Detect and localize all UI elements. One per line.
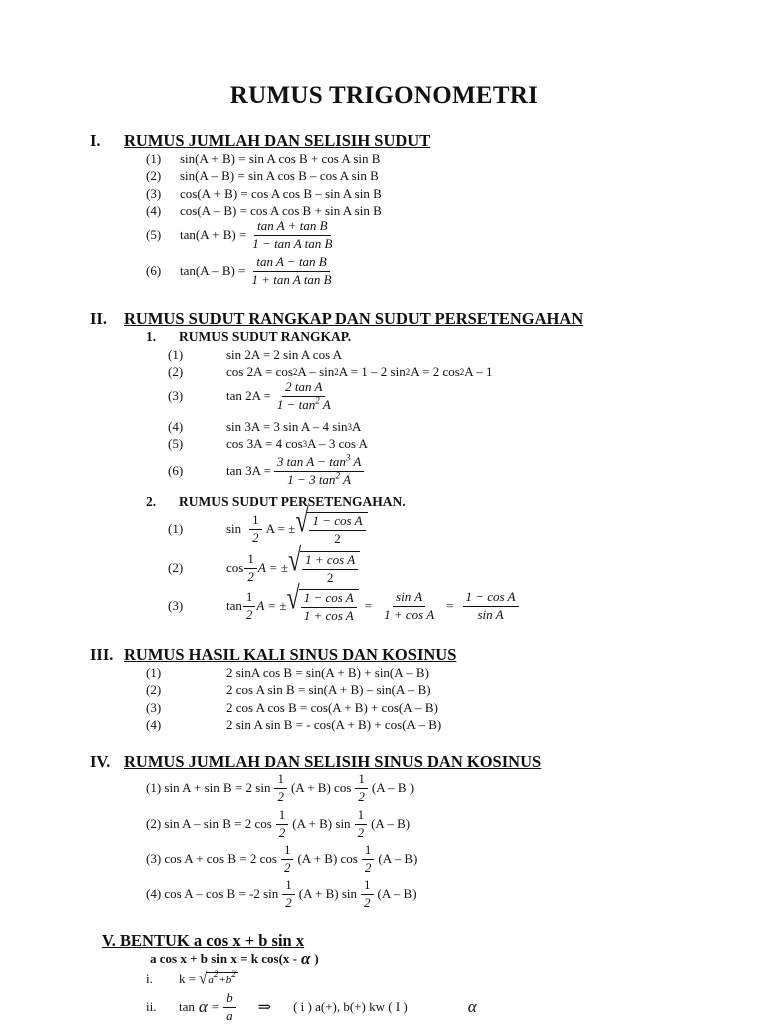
formula-row: (1) 2 sinA cos B = sin(A + B) + sin(A – B): [146, 665, 429, 680]
fraction: $\frac{\text{2 tan A}}{1 - \tan^2 A}$: [276, 379, 331, 412]
formula-row: ii. tan α = $\frac{b}{a}$ ⇒ ( i ) a(+), b(+) kw ( I ) α: [146, 990, 477, 1023]
formula-row: (3) cos A + cos B = 2 cos $\frac{1}{2}$ (A + B) cos $\frac{1}{2}$ (A – B): [146, 842, 418, 875]
formula-row: (2) 2 cos A sin B = sin(A + B) – sin(A – B): [146, 682, 431, 697]
fraction: $\frac{1}{2}$: [355, 772, 368, 805]
fraction: $\frac{1}{2}$: [276, 808, 289, 841]
page-title: RUMUS TRIGONOMETRI: [229, 82, 539, 109]
formula-row: (2) sin(A – B) = sin A cos B – cos A sin B: [146, 168, 379, 183]
fraction: $\frac{1}{2}$: [243, 590, 256, 623]
formula-row: (3) cos(A + B) = cos A cos B – sin A sin B: [146, 186, 382, 201]
section-title: RUMUS HASIL KALI SINUS DAN KOSINUS: [124, 645, 457, 664]
fraction: $\frac{1}{2}$: [282, 878, 295, 911]
section-number: I.: [90, 131, 101, 150]
formula-row: (2) cos $\frac{1}{2}$ A = ± √ $\frac{\text{1 + cos A}}{2}$: [168, 551, 360, 586]
formula-row: (3) 2 cos A cos B = cos(A + B) + cos(A – B): [146, 700, 438, 715]
formula-row: (2) sin A – sin B = 2 cos $\frac{1}{2}$ (A + B) sin $\frac{1}{2}$ (A – B): [146, 807, 411, 840]
fraction: $\frac{3 \tan A - \tan^3 A}{1 - 3 \tan^2 A}$: [274, 455, 364, 488]
formula-row: (4) cos A – cos B = -2 sin $\frac{1}{2}$ (A + B) sin $\frac{1}{2}$ (A – B): [146, 877, 417, 910]
formula-row: (1) sin 2A = 2 sin A cos A: [168, 347, 343, 362]
formula-row: (4) sin 3A = 3 sin A – 4 sin 3 A: [168, 419, 362, 434]
fraction: $\frac{1}{2}$: [362, 843, 375, 876]
square-root: √ a 2 +b 2: [199, 968, 236, 988]
fraction: $\frac{1}{2}$: [355, 808, 368, 841]
fraction: $\frac{\text{tan A − tan B}}{\text{1 + tan A tan B}}$: [251, 254, 332, 287]
section-1-heading: [90, 131, 430, 151]
formula-row: (1) sin $\frac{1}{2}$ A = ± √ $\frac{\text{1 − cos A}}{2}$: [168, 512, 368, 547]
section-title: RUMUS SUDUT RANGKAP DAN SUDUT PERSETENGAHAN: [124, 309, 584, 328]
formula-row: i. k = √ a 2 +b 2: [146, 968, 236, 988]
formula-row: a cos x + b sin x = k cos(x - α ): [150, 949, 319, 968]
formula-row: (5) cos 3A = 4 cos 3 A – 3 cos A: [168, 436, 368, 451]
fraction: $\frac{1}{2}$: [244, 552, 257, 585]
formula-row: (2) cos 2A = cos 2 A – sin 2 A = 1 – 2 sin 2 A = 2 cos 2 A – 1: [168, 364, 493, 379]
section-number: II.: [90, 309, 107, 328]
fraction: $\frac{b}{a}$: [223, 991, 236, 1024]
section-number: III.: [90, 645, 114, 664]
formula-row: (1) sin(A + B) = sin A cos B + cos A sin B: [146, 151, 381, 166]
square-root: √ $\frac{\text{1 + cos A}}{2}$: [288, 551, 360, 586]
section-3-heading: [90, 645, 456, 665]
section-title: RUMUS JUMLAH DAN SELISIH SINUS DAN KOSINUS: [124, 752, 542, 771]
section-2-heading: [90, 309, 583, 329]
subsection-heading: 1. RUMUS SUDUT RANGKAP.: [146, 329, 352, 344]
formula-row: (5) tan(A + B) = $\frac{\text{tan A + tan B}}{\text{1 − tan A tan B}}$: [146, 219, 338, 252]
fraction: $\frac{1}{2}$: [281, 843, 294, 876]
section-title: RUMUS JUMLAH DAN SELISIH SUDUT: [124, 131, 431, 150]
formula-row: (6) tan(A – B) = $\frac{\text{tan A − tan B}}{\text{1 + tan A tan B}}$: [146, 255, 338, 288]
formula-row: (3) tan 2A = $\frac{\text{2 tan A}}{1 - \tan^2 A}$: [168, 380, 337, 413]
section-number: IV.: [90, 752, 111, 771]
square-root: √ $\frac{\text{1 − cos A}}{\text{1 + cos A}}$: [287, 589, 359, 624]
subsection-heading: 2. RUMUS SUDUT PERSETENGAHAN.: [146, 494, 406, 509]
formula-row: (3) tan $\frac{1}{2}$ A = ± √ $\frac{\text{1 − cos A}}{\text{1 + cos A}}$ = $\frac{\text{sin A}}{\text{1 + cos A}}$ = $\frac{\text{1 − cos A}}{\text{sin A}}$: [168, 589, 522, 624]
formula-row: (6) tan 3A = $\frac{3 \tan A - \tan^3 A}{1 - 3 \tan^2 A}$: [168, 455, 367, 488]
section-4-heading: [90, 752, 541, 772]
formula-row: (1) sin A + sin B = 2 sin $\frac{1}{2}$ (A + B) cos $\frac{1}{2}$ (A – B ): [146, 771, 415, 804]
fraction: $\frac{1}{2}$: [274, 772, 287, 805]
square-root: √ $\frac{\text{1 − cos A}}{2}$: [295, 512, 367, 547]
section-title: V. BENTUK a cos x + b sin x: [102, 931, 305, 950]
fraction: $\frac{\text{sin A}}{\text{1 + cos A}}$: [384, 589, 435, 622]
fraction: $\frac{1}{2}$: [249, 513, 262, 546]
fraction: $\frac{\text{tan A + tan B}}{\text{1 − tan A tan B}}$: [252, 218, 333, 251]
section-5-heading: [102, 931, 304, 951]
formula-row: (4) 2 sin A sin B = - cos(A + B) + cos(A – B): [146, 717, 442, 732]
formula-row: (4) cos(A – B) = cos A cos B + sin A sin B: [146, 203, 382, 218]
fraction: $\frac{1}{2}$: [361, 878, 374, 911]
fraction: $\frac{\text{1 − cos A}}{\text{sin A}}$: [463, 590, 519, 623]
